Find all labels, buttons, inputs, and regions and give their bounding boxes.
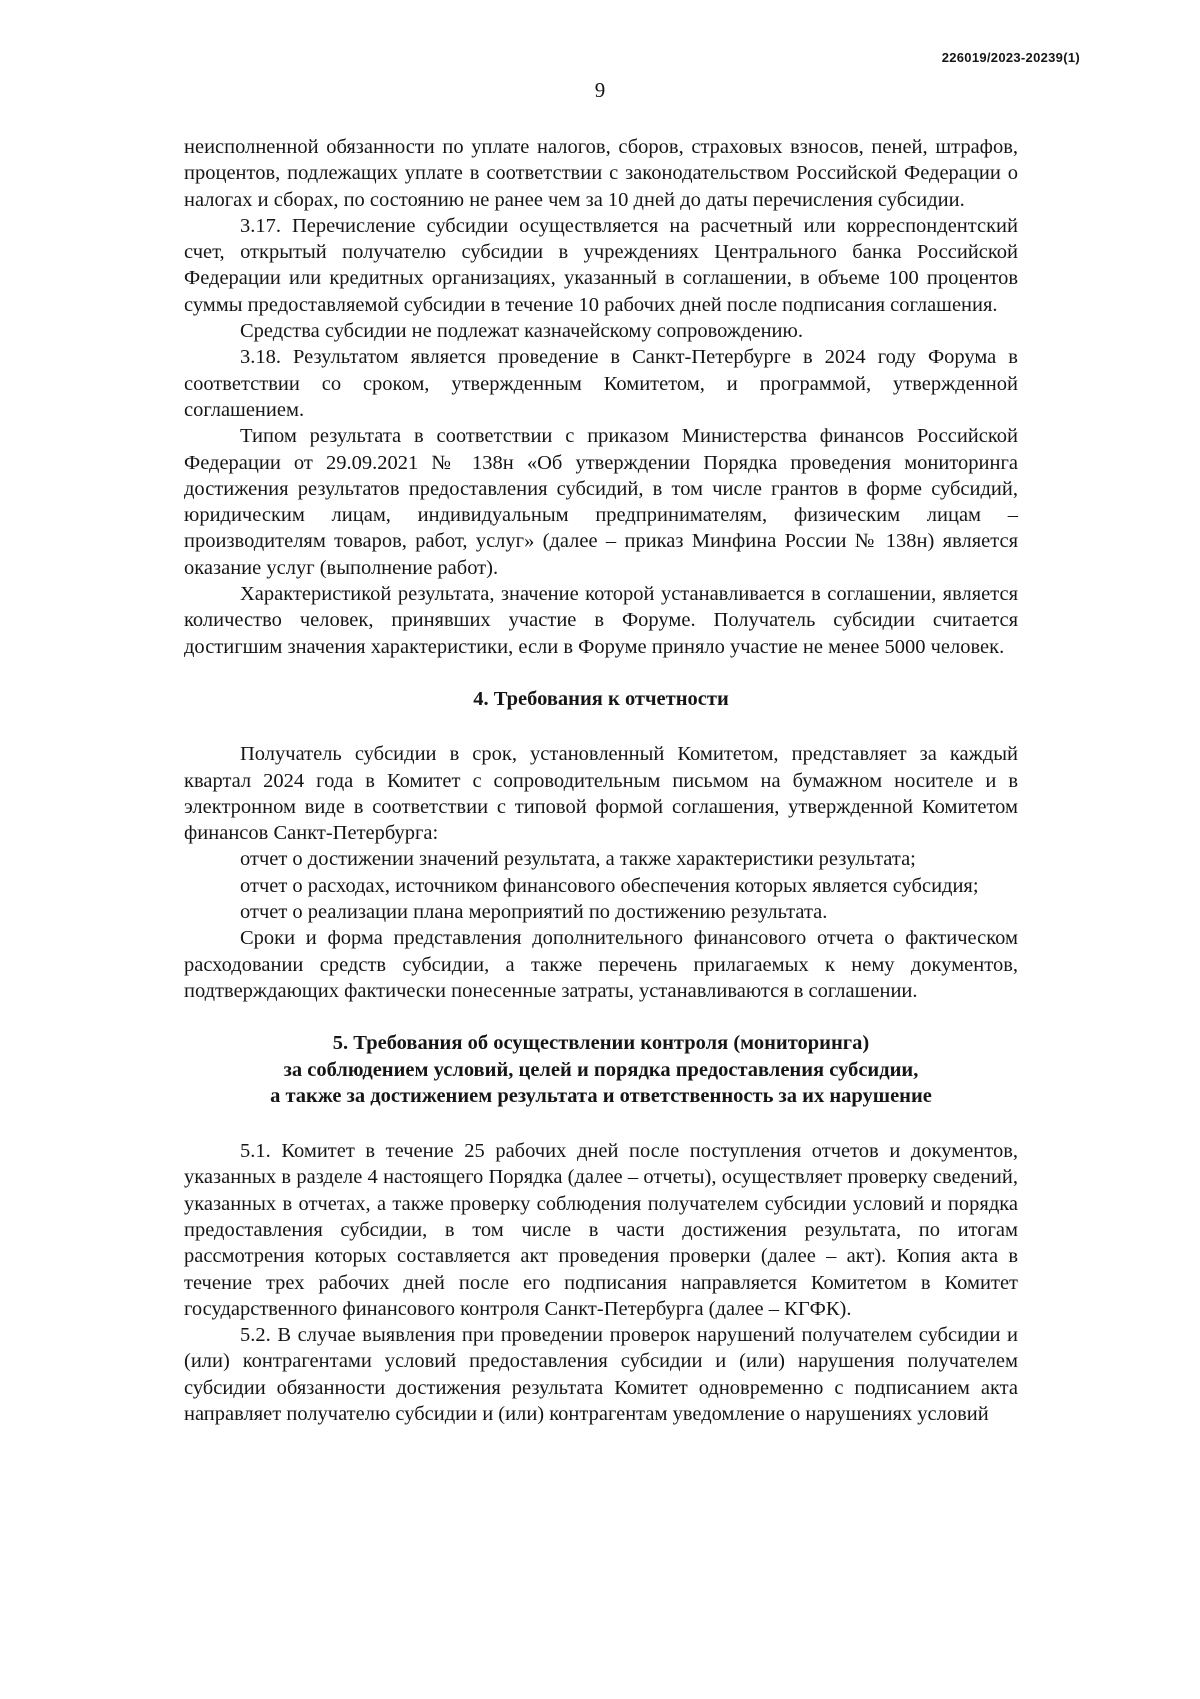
paragraph-continuation: неисполненной обязанности по уплате налогов, сборов, страховых взносов, пеней, штрафов, процентов, подлежащих уплате в соответствии с законодательством Российской Федерации о налогах и сборах, по состоянию не ранее чем за 10 дней до даты перечисления субсидии.: [184, 136, 1018, 211]
paragraph-characteristic: Характеристикой результата, значение которой устанавливается в соглашении, является количество человек, принявших участие в Форуме. Получатель субсидии считается достигшим значения характеристики, если в Форуме приняло участие не менее 5000 человек.: [184, 583, 1018, 658]
document-id: 226019/2023-20239(1): [941, 50, 1080, 65]
section-5-title-line-3: а также за достижением результата и ответственность за их нарушение: [270, 1084, 932, 1107]
paragraph-5-2: 5.2. В случае выявления при проведении проверок нарушений получателем субсидии и (или) контрагентами условий предоставления субсидии и (или) нарушения получателем субсидии обязанности достижения результата Комитет одновременно с подписанием акта направляет получателю субсидии и (или) контрагентам уведомление о нарушениях условий: [184, 1324, 1018, 1426]
document-body: [184, 134, 1018, 1427]
section-5-title-line-2: за соблюдением условий, целей и порядка предоставления субсидии,: [283, 1058, 919, 1081]
report-item-plan: отчет о реализации плана мероприятий по достижению результата.: [240, 901, 828, 924]
report-item-results: отчет о достижении значений результата, а также характеристики результата;: [240, 848, 916, 871]
section-4-title: 4. Требования к отчетности: [473, 687, 729, 710]
paragraph-5-1: 5.1. Комитет в течение 25 рабочих дней после поступления отчетов и документов, указанных в разделе 4 настоящего Порядка (далее – отчеты), осуществляет проверку сведений, указанных в отчетах, а также проверку соблюдения получателем субсидии условий и порядка предоставления субсидии, в том числе в части достижения результата, по итогам рассмотрения которых составляется акт проведения проверки (далее – акт). Копия акта в течение трех рабочих дней после его подписания направляется Комитетом в Комитет государственного финансового контроля Санкт-Петербурга (далее – КГФК).: [184, 1140, 1018, 1320]
paragraph-treasury: Средства субсидии не подлежат казначейскому сопровождению.: [240, 320, 803, 343]
report-item-expenses: отчет о расходах, источником финансового обеспечения которых является субсидия;: [240, 874, 979, 897]
paragraph-3-18: 3.18. Результатом является проведение в Санкт-Петербурге в 2024 году Форума в соответствии со сроком, утвержденным Комитетом, и программой, утвержденной соглашением.: [184, 346, 1018, 421]
page-number: 9: [594, 78, 606, 102]
paragraph-section4-extra: Сроки и форма представления дополнительного финансового отчета о фактическом расходовании средств субсидии, а также перечень прилагаемых к нему документов, подтверждающих фактически понесенные затраты, устанавливаются в соглашении.: [184, 927, 1018, 1002]
section-5-title-line-1: 5. Требования об осуществлении контроля (мониторинга): [332, 1032, 870, 1055]
paragraph-result-type: Типом результата в соответствии с приказом Министерства финансов Российской Федерации от 29.09.2021 № 138н «Об утверждении Порядка проведения мониторинга достижения результатов предоставления субсидий, в том числе грантов в форме субсидий, юридическим лицам, индивидуальным предпринимателям, физическим лицам – производителям товаров, работ, услуг» (далее – приказ Минфина России № 138н) является оказание услуг (выполнение работ).: [184, 425, 1018, 579]
section-5-title: [184, 1030, 1018, 1109]
paragraph-3-17: 3.17. Перечисление субсидии осуществляется на расчетный или корреспондентский счет, открытый получателю субсидии в учреждениях Центрального банка Российской Федерации или кредитных организациях, указанный в соглашении, в объеме 100 процентов суммы предоставляемой субсидии в течение 10 рабочих дней после подписания соглашения.: [184, 214, 1018, 316]
paragraph-section4-intro: Получатель субсидии в срок, установленный Комитетом, представляет за каждый квартал 2024 года в Комитет с сопроводительным письмом на бумажном носителе и в электронном виде в соответствии с типовой формой соглашения, утвержденной Комитетом финансов Санкт-Петербурга:: [184, 743, 1018, 845]
